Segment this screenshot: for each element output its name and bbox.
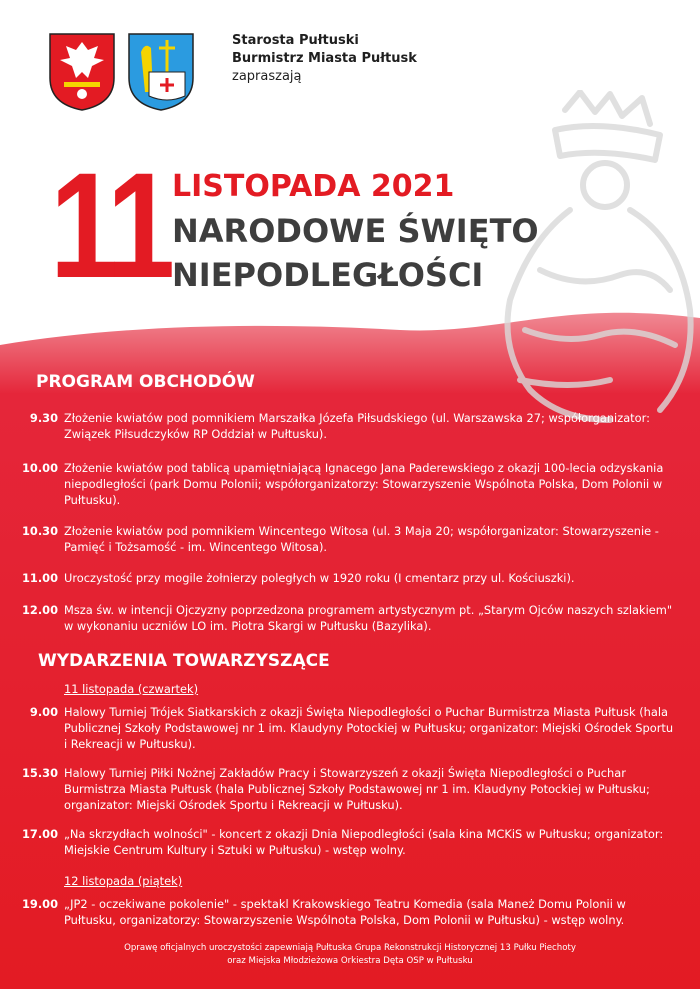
program-event — [22, 602, 677, 634]
event-time: 15.30 — [22, 766, 59, 780]
side-event — [22, 826, 677, 858]
day-number: 11 — [50, 141, 171, 309]
event-time: 12.00 — [22, 603, 59, 617]
event-time: 9.00 — [29, 705, 58, 719]
event-title — [172, 165, 539, 297]
event-description: „JP2 - oczekiwane pokolenie" - spektakl Krakowskiego Teatru Komedia (sala Maneż Domu Polonii w Pułtusku, organizatorzy: Stowarzyszenie Wspólnota Polska, Dom Polonii w Pułtusku) - wstęp wolny. — [64, 897, 626, 927]
side-event — [22, 765, 677, 813]
program-event — [22, 523, 677, 555]
title-line-3: NIEPODLEGŁOŚCI — [172, 256, 484, 294]
event-time: 10.00 — [22, 461, 59, 475]
event-time: 17.00 — [22, 827, 59, 841]
host-starosta: Starosta Pułtuski — [232, 33, 359, 48]
title-line-2: NARODOWE ŚWIĘTO — [172, 212, 539, 250]
side-event — [22, 704, 677, 752]
program-heading: PROGRAM OBCHODÓW — [36, 372, 255, 392]
footer-line-1: Oprawę oficjalnych uroczystości zapewniają Pułtuska Grupa Rekonstrukcji Historycznej 13 Pułku Piechoty — [124, 943, 576, 953]
program-event — [22, 460, 677, 508]
invite-text: zapraszają — [232, 69, 302, 84]
event-description: Halowy Turniej Trójek Siatkarskich z okazji Święta Niepodległości o Puchar Burmistrza Miasta Pułtusk (hala Publicznej Szkoły Podstawowej nr 1 im. Klaudyny Potockiej w Pułtusku; organizator: Miejski Ośrodek Sportu i Rekreacji w Pułtusku). — [64, 705, 674, 751]
event-time: 19.00 — [22, 897, 59, 911]
event-time: 11.00 — [22, 571, 59, 585]
title-month-year: LISTOPADA 2021 — [172, 169, 455, 204]
powiat-crest-icon — [48, 32, 116, 112]
footer-line-2: oraz Miejska Młodzieżowa Orkiestra Dęta OSP w Pułtusku — [227, 956, 473, 966]
footer-note — [0, 942, 700, 968]
event-description: „Na skrzydłach wolności" - koncert z okazji Dnia Niepodległości (sala kina MCKiS w Pułtusku; organizator: Miejskie Centrum Kultury i Sztuki w Pułtusku) - wstęp wolny. — [64, 827, 664, 857]
event-description: Halowy Turniej Piłki Nożnej Zakładów Pracy i Stowarzyszeń z okazji Święta Niepodległości o Puchar Burmistrza Miasta Pułtusk (hala Publicznej Szkoły Podstawowej nr 1 im. Klaudyny Potockiej w Pułtusku; organizator: Miejski Ośrodek Sportu i Rekreacji w Pułtusku). — [64, 766, 650, 812]
day-label-friday: 12 listopada (piątek) — [64, 874, 183, 888]
program-event — [22, 410, 677, 442]
side-event — [22, 896, 677, 928]
event-description: Złożenie kwiatów pod pomnikiem Wincentego Witosa (ul. 3 Maja 20; współorganizator: Stowarzyszenie - Pamięć i Tożsamość - im. Wincentego Witosa). — [64, 524, 659, 554]
event-description: Złożenie kwiatów pod pomnikiem Marszałka Józefa Piłsudskiego (ul. Warszawska 27; współorganizator: Związek Piłsudczyków RP Oddział w Pułtusku). — [64, 411, 650, 441]
day-label-thursday: 11 listopada (czwartek) — [64, 682, 199, 696]
event-time: 9.30 — [29, 411, 58, 425]
host-burmistrz: Burmistrz Miasta Pułtusk — [232, 51, 417, 66]
miasto-crest-icon — [127, 32, 195, 112]
event-time: 10.30 — [22, 524, 59, 538]
event-description: Uroczystość przy mogile żołnierzy poległych w 1920 roku (I cmentarz przy ul. Kościuszki). — [64, 571, 575, 585]
side-events-heading: WYDARZENIA TOWARZYSZĄCE — [38, 651, 330, 671]
event-description: Msza św. w intencji Ojczyzny poprzedzona programem artystycznym pt. „Starym Ojców naszych szlakiem" w wykonaniu uczniów LO im. Piotra Skargi w Pułtusku (Bazylika). — [64, 603, 673, 633]
hosts-block — [232, 32, 417, 86]
program-event — [22, 570, 677, 586]
event-description: Złożenie kwiatów pod tablicą upamiętniającą Ignacego Jana Paderewskiego z okazji 100-lecia odzyskania niepodległości (park Domu Polonii; współorganizatorzy: Stowarzyszenie Wspólnota Polska, Dom Polonii w Pułtusku). — [64, 461, 664, 507]
